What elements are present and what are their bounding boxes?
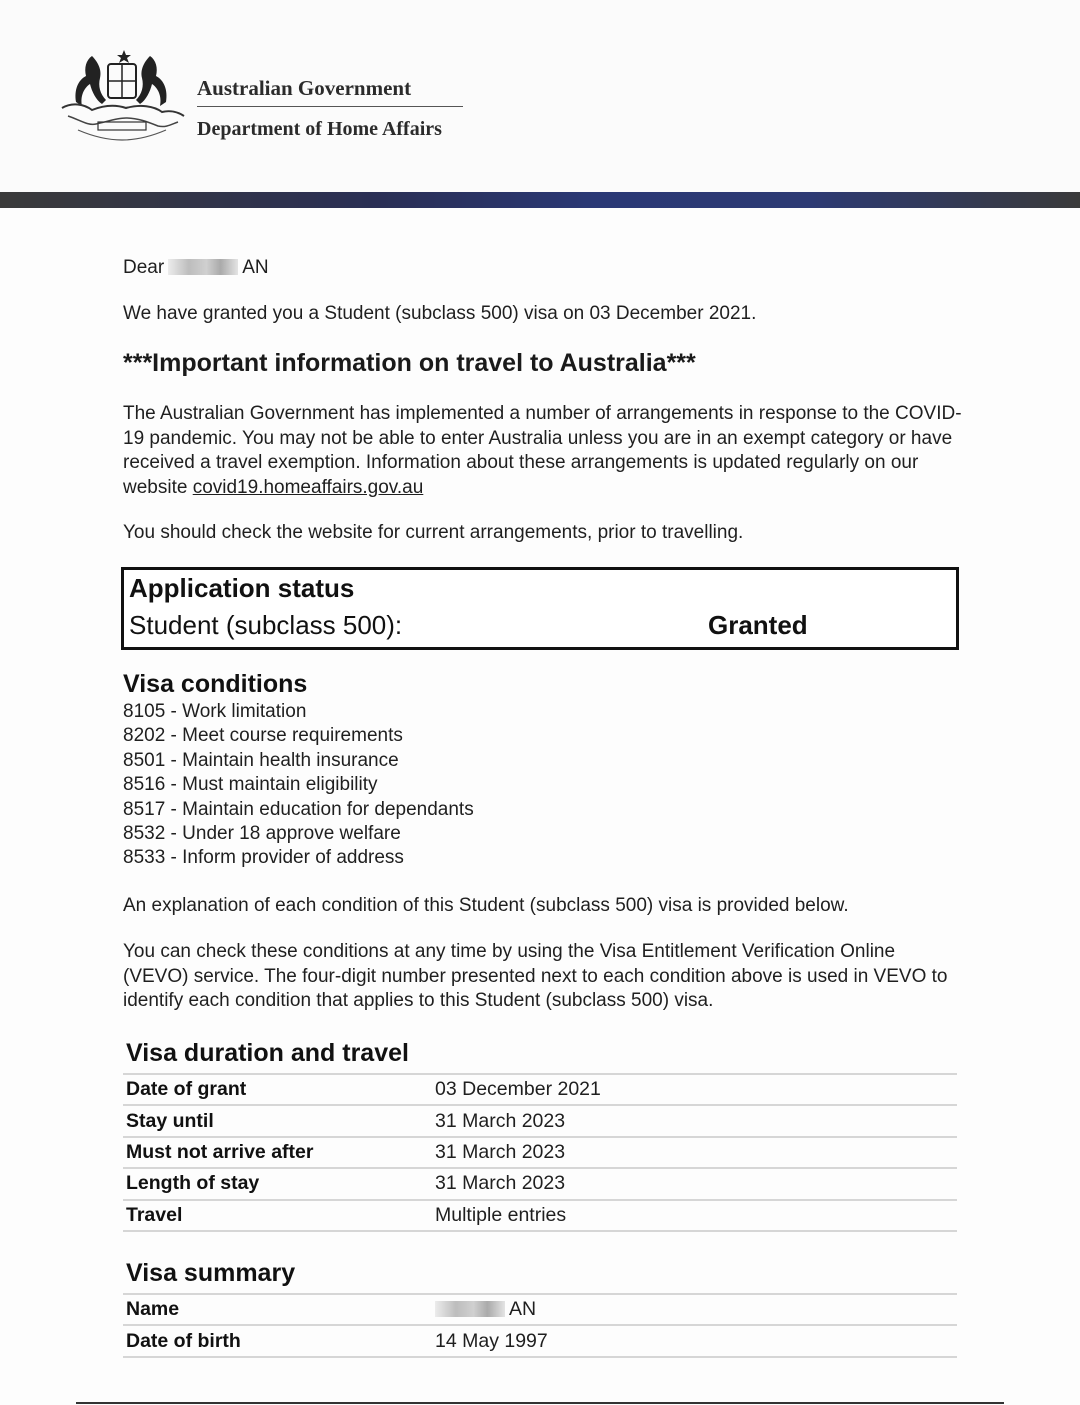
- list-item: 8202 - Meet course requirements: [123, 725, 403, 747]
- table-row: [123, 1294, 957, 1325]
- row-label: Date of grant: [126, 1078, 247, 1101]
- row-label: Date of birth: [126, 1329, 241, 1352]
- row-value: 31 March 2023: [435, 1109, 566, 1132]
- row-label: Stay until: [126, 1109, 214, 1132]
- important-heading: ***Important information on travel to Australia***: [123, 349, 696, 377]
- table-row: [123, 1105, 957, 1136]
- letterhead-divider: [197, 106, 463, 107]
- salutation: [123, 256, 269, 280]
- list-item: 8105 - Work limitation: [123, 701, 307, 722]
- conditions-explanation: An explanation of each condition of this Student (subclass 500) visa is provided below.: [123, 895, 849, 916]
- visa-summary-heading: Visa summary: [126, 1259, 296, 1287]
- salutation-word: Dear: [123, 257, 165, 278]
- table-row: [123, 1074, 957, 1105]
- list-item: 8517 - Maintain education for dependants: [123, 798, 474, 820]
- redacted-given-name: [168, 259, 238, 275]
- row-value: 31 March 2023: [435, 1140, 566, 1163]
- row-value-name: [432, 1294, 957, 1325]
- redacted-given-name: [435, 1301, 505, 1317]
- status-visa-label: Student (subclass 500):: [129, 610, 403, 640]
- table-row: [123, 1168, 957, 1199]
- header-band: [0, 192, 1080, 208]
- visa-conditions-list: [123, 700, 474, 871]
- visa-summary-table: [123, 1293, 957, 1358]
- row-label: Travel: [126, 1203, 183, 1226]
- covid-website-link[interactable]: covid19.homeaffairs.gov.au: [192, 476, 424, 498]
- row-value: 03 December 2021: [435, 1078, 601, 1101]
- row-value: Multiple entries: [435, 1203, 567, 1226]
- row-label: Length of stay: [126, 1172, 260, 1195]
- check-website-text: You should check the website for current arrangements, prior to travelling.: [123, 522, 744, 543]
- row-value: 31 March 2023: [435, 1172, 566, 1195]
- vevo-paragraph: You can check these conditions at any time by using the Visa Entitlement Verification Online (VEVO) service. The four-digit number presented next to each condition above is used in VEVO to identify each condition that applies to this Student (subclass 500) visa.: [123, 941, 948, 1011]
- row-label: Must not arrive after: [126, 1140, 314, 1163]
- salutation-surname: AN: [242, 257, 269, 278]
- covid-paragraph: [123, 402, 963, 500]
- table-row: [123, 1200, 957, 1231]
- list-item: 8501 - Maintain health insurance: [123, 749, 399, 771]
- visa-duration-table: [123, 1073, 957, 1232]
- table-row: [123, 1325, 957, 1356]
- row-label: Name: [126, 1298, 180, 1321]
- list-item: 8532 - Under 18 approve welfare: [123, 823, 401, 845]
- government-name: Australian Government: [197, 76, 412, 100]
- application-status-box: [121, 567, 959, 650]
- status-title: Application status: [129, 573, 355, 603]
- covid-text: The Australian Government has implemented a number of arrangements in response to the COVID-19 pandemic. You may not be able to enter Australia unless you are in an exempt category or have received a travel exemption. Information about these arrangements is updated regularly on our website: [123, 403, 962, 498]
- list-item: 8516 - Must maintain eligibility: [123, 774, 378, 796]
- visa-duration-heading: Visa duration and travel: [126, 1039, 409, 1067]
- list-item: 8533 - Inform provider of address: [123, 847, 404, 869]
- summary-surname: AN: [509, 1298, 537, 1321]
- department-name: Department of Home Affairs: [197, 118, 442, 140]
- status-badge: Granted: [708, 610, 808, 640]
- letterhead: [0, 0, 1080, 192]
- coat-of-arms-icon: [58, 46, 186, 146]
- footer-divider: [76, 1402, 1004, 1404]
- table-row: [123, 1137, 957, 1168]
- visa-conditions-heading: Visa conditions: [123, 670, 308, 698]
- row-value: 14 May 1997: [435, 1329, 548, 1352]
- grant-sentence: We have granted you a Student (subclass 500) visa on 03 December 2021.: [123, 303, 757, 324]
